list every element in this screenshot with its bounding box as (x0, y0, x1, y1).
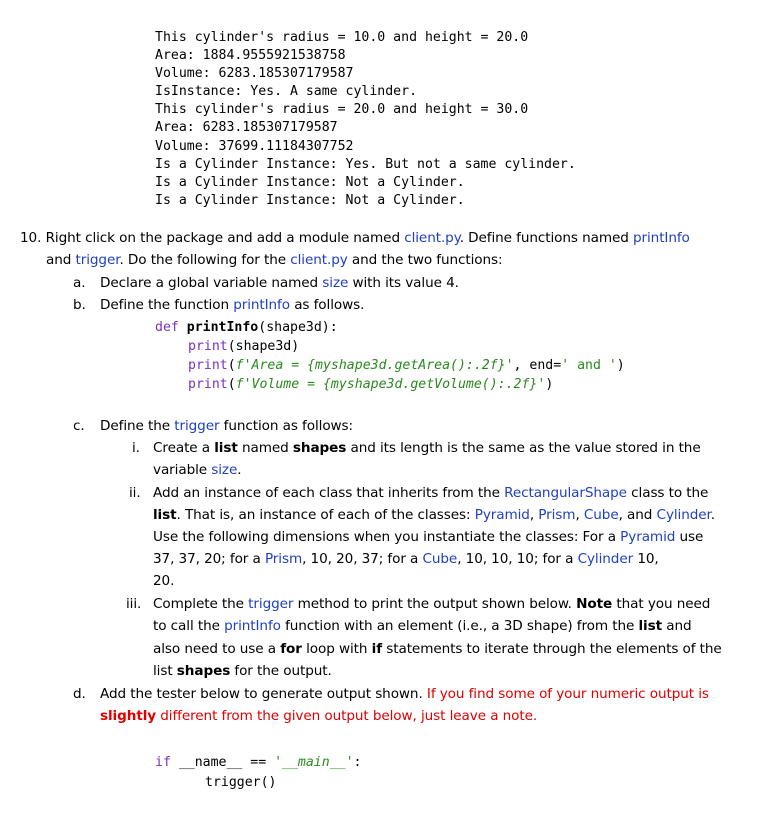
item-c-label: c. (73, 418, 85, 434)
item-d-label: d. (73, 686, 86, 702)
output-line: Volume: 37699.11184307752 (155, 139, 354, 154)
q10-line1: 10. Right click on the package and add a module named client.py. Define functions named printInfo (20, 230, 690, 246)
item-c-iii-line4: list shapes for the output. (153, 663, 332, 679)
item-c-ii-line1: Add an instance of each class that inherits from the RectangularShape class to the (153, 485, 709, 501)
item-c-iii-line1: Complete the trigger method to print the output shown below. Note that you need (153, 596, 711, 612)
item-c-ii-label: ii. (129, 485, 141, 501)
output-line: This cylinder's radius = 20.0 and height = 30.0 (155, 102, 529, 117)
output-line: Volume: 6283.185307179587 (155, 66, 354, 81)
item-c-text: Define the trigger function as follows: (100, 418, 354, 434)
output-line: Is a Cylinder Instance: Yes. But not a same cylinder. (155, 157, 576, 172)
item-c-ii-line5: 20. (153, 573, 175, 589)
item-a-text: Declare a global variable named size with its value 4. (100, 275, 459, 291)
output-line: This cylinder's radius = 10.0 and height = 20.0 (155, 30, 529, 45)
q10-line2: and trigger. Do the following for the client.py and the two functions: (46, 252, 503, 268)
item-c-iii-label: iii. (126, 596, 142, 612)
item-c-ii-line4: 37, 37, 20; for a Prism, 10, 20, 37; for a Cube, 10, 10, 10; for a Cylinder 10, (153, 551, 659, 567)
item-b-label: b. (73, 297, 86, 313)
item-c-i-line2: variable size. (153, 462, 242, 478)
item-c-ii-line3: Use the following dimensions when you instantiate the classes: For a Pyramid use (153, 529, 704, 545)
item-c-iii-line2: to call the printInfo function with an element (i.e., a 3D shape) from the list and (153, 618, 692, 634)
item-a-label: a. (73, 275, 86, 291)
output-line: Area: 1884.9555921538758 (155, 48, 346, 63)
output-line: Is a Cylinder Instance: Not a Cylinder. (155, 193, 465, 208)
item-c-iii-line3: also need to use a for loop with if statements to iterate through the elements of the (153, 641, 722, 657)
item-b-text: Define the function printInfo as follows. (100, 297, 365, 313)
output-line: Is a Cylinder Instance: Not a Cylinder. (155, 175, 465, 190)
item-d-line1: Add the tester below to generate output shown. If you find some of your numeric output is (100, 686, 709, 702)
item-c-i-line1: Create a list named shapes and its length is the same as the value stored in the (153, 440, 701, 456)
item-c-ii-line2: list. That is, an instance of each of the classes: Pyramid, Prism, Cube, and Cylinder. (153, 507, 716, 523)
output-line: Area: 6283.185307179587 (155, 120, 338, 135)
output-line: IsInstance: Yes. A same cylinder. (155, 84, 418, 99)
item-d-line2: slightly different from the given output below, just leave a note. (100, 708, 538, 724)
item-c-i-label: i. (132, 440, 140, 456)
